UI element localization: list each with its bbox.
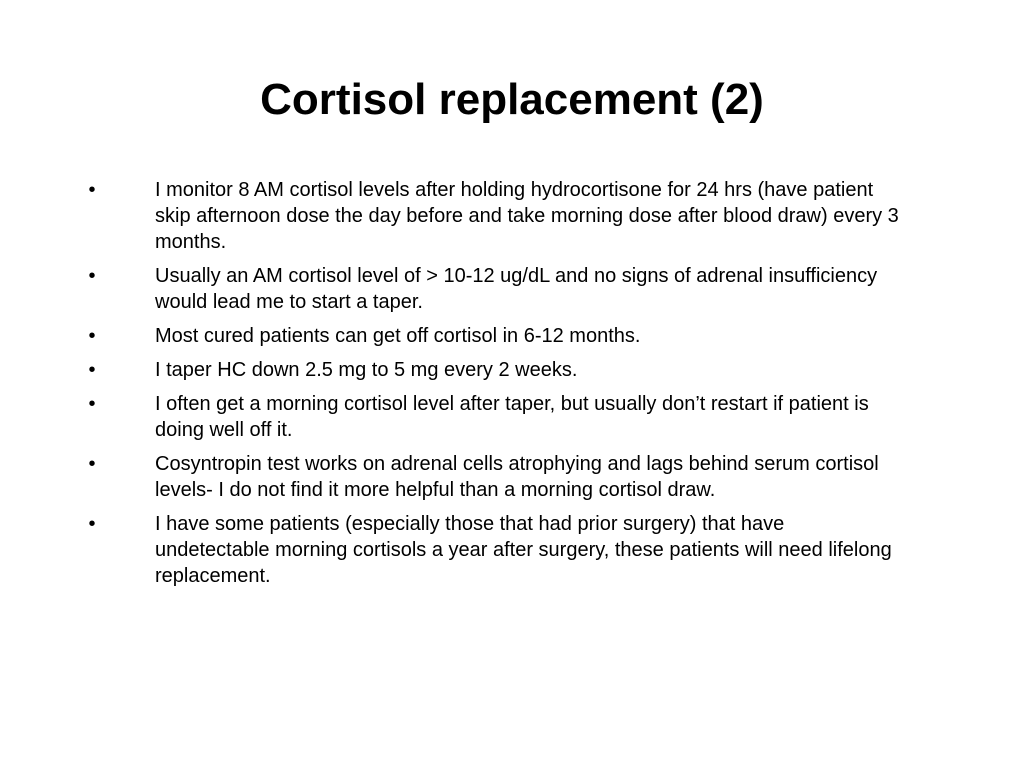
bullet-item-3 [84,323,904,349]
bullet-dot-icon: • [88,453,96,475]
bullet-text: Most cured patients can get off cortisol in 6-12 months. [155,325,641,347]
bullet-item-2 [84,263,904,315]
bullet-text: I have some patients (especially those that had prior surgery) that have undetectable morning cortisols a year after surgery, these patients will need lifelong replacement. [155,513,892,587]
bullet-dot-icon: • [88,359,96,381]
bullet-text: Cosyntropin test works on adrenal cells atrophying and lags behind serum cortisol levels- I do not find it more helpful than a morning cortisol draw. [155,453,879,501]
slide-title: Cortisol replacement (2) [260,75,764,124]
bullet-dot-icon: • [88,513,96,535]
bullet-dot-icon: • [88,325,96,347]
bullet-text: I taper HC down 2.5 mg to 5 mg every 2 weeks. [155,359,578,381]
bullet-list [84,177,904,597]
bullet-item-6 [84,451,904,503]
bullet-text: Usually an AM cortisol level of > 10-12 ug/dL and no signs of adrenal insufficiency would lead me to start a taper. [155,265,878,313]
bullet-item-5 [84,391,904,443]
bullet-text: I monitor 8 AM cortisol levels after holding hydrocortisone for 24 hrs (have patient skip afternoon dose the day before and take morning dose after blood draw) every 3 months. [155,179,899,253]
bullet-text: I often get a morning cortisol level after taper, but usually don’t restart if patient is doing well off it. [155,393,869,441]
bullet-dot-icon: • [88,265,96,287]
bullet-dot-icon: • [88,179,96,201]
bullet-item-1 [84,177,904,255]
bullet-item-7 [84,511,904,589]
bullet-dot-icon: • [88,393,96,415]
bullet-item-4 [84,357,904,383]
